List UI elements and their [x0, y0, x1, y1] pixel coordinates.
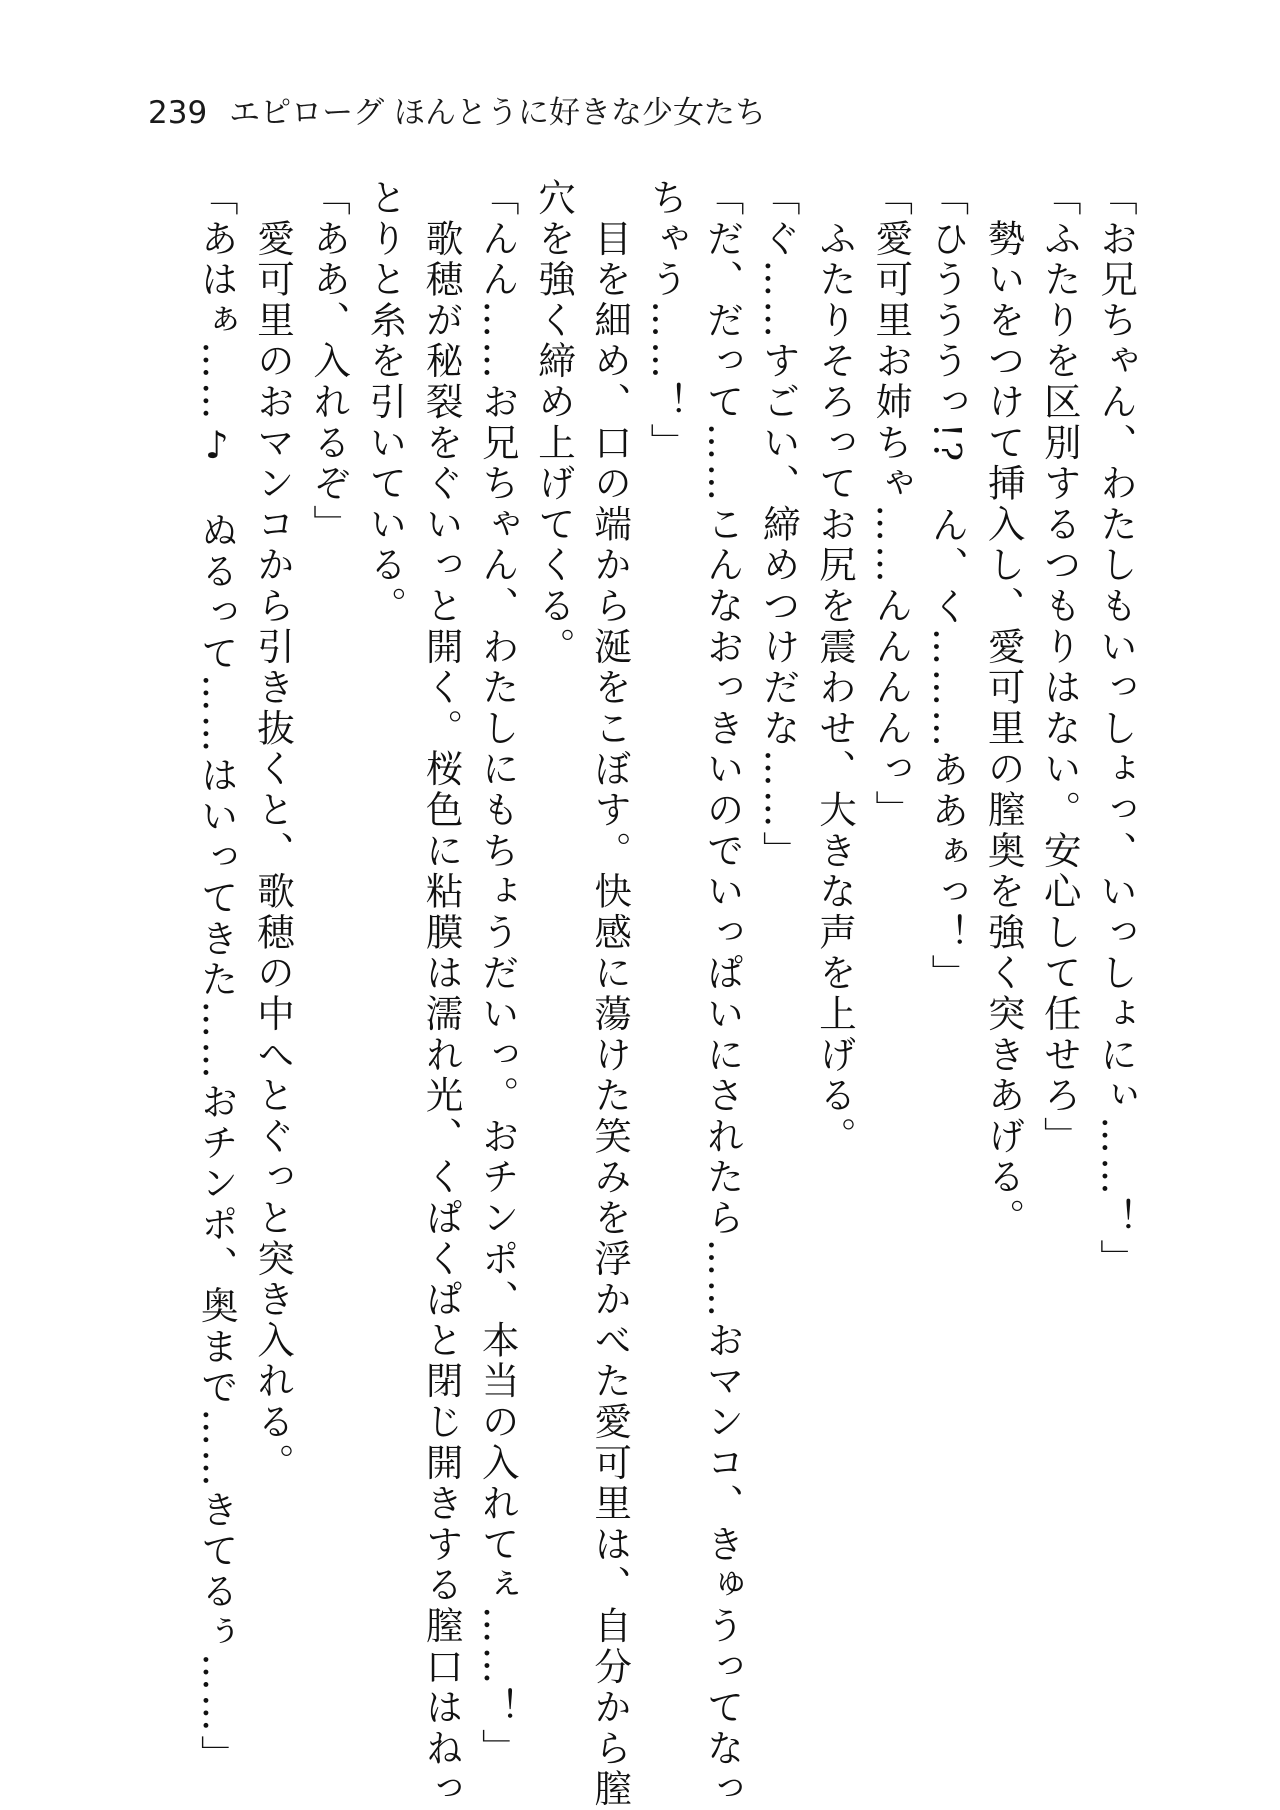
page-number: 239 — [148, 95, 208, 131]
body-text — [189, 178, 1144, 1810]
text-line: 「ああ、入れるぞ」 — [307, 178, 352, 546]
text-line: 「ぐ……すごい、締めつけだな……」 — [756, 178, 801, 872]
text-line: 勢いをつけて挿入し、愛可里の膣奥を強く突きあげる。 — [981, 178, 1026, 1239]
text-line: 目を細め、口の端から涎をこぼす。快感に蕩けた笑みを浮かべた愛可里は、自分から膣 — [588, 178, 633, 1810]
text-line: 「愛可里お姉ちゃ……んんんんっ」 — [869, 178, 914, 831]
text-line: 「だ、だって……こんなおっきいのでいっぱいにされたら……おマンコ、きゅうってなっ — [700, 178, 745, 1810]
text-line: 「んん……お兄ちゃん、わたしにもちょうだいっ。おチンポ、本当の入れてぇ……！」 — [475, 178, 520, 1770]
text-line: とりと糸を引いている。 — [363, 178, 408, 627]
text-line: 歌穂が秘裂をぐいっと開く。桜色に粘膜は濡れ光、くぱくぱと閉じ開きする膣口はねっ — [419, 178, 464, 1810]
text-line: 「あはぁ……♪ ぬるって……はいってきた……おチンポ、奥まで……きてるぅ……」 — [194, 178, 239, 1776]
running-head — [148, 88, 766, 138]
text-line: 愛可里のおマンコから引き抜くと、歌穂の中へとぐっと突き入れる。 — [250, 178, 295, 1484]
text-line: 穴を強く締め上げてくる。 — [531, 178, 576, 668]
text-line: ふたりそろってお尻を震わせ、大きな声を上げる。 — [812, 178, 857, 1158]
text-line: ちゃう……！」 — [644, 178, 689, 464]
text-line: 「ひうううっ!? ん、く………ああぁっ！」 — [925, 178, 970, 995]
text-line: 「ふたりを区別するつもりはない。安心して任せろ」 — [1037, 178, 1082, 1158]
chapter-title: エピローグ ほんとうに好きな少女たち — [229, 95, 767, 131]
text-line: 「お兄ちゃん、わたしもいっしょっ、いっしょにぃ……！」 — [1094, 178, 1138, 1280]
